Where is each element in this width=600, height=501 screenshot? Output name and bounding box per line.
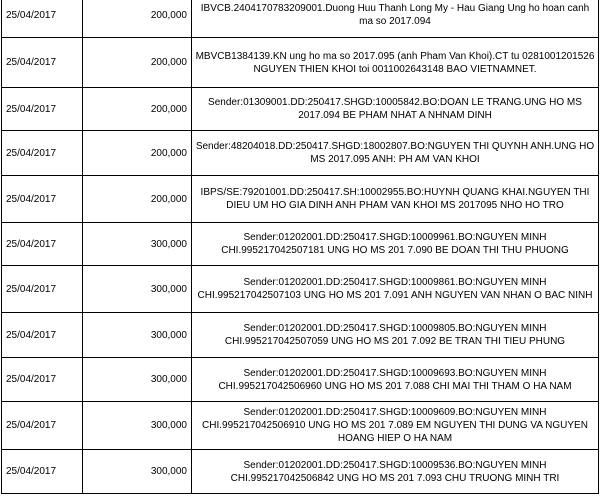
description-cell: Sender:48204018.DD:250417.SHGD:18002807.BO:NGUYEN THI QUYNH ANH.UNG HO MS 2017.095 ANH: PH AM VAN KHOI	[192, 131, 599, 176]
date-cell: 25/04/2017	[2, 266, 83, 313]
date-cell: 25/04/2017	[2, 176, 83, 223]
date-cell: 25/04/2017	[2, 358, 83, 402]
description-cell: IBVCB.2404170783209001.Duong Huu Thanh Long My - Hau Giang Ung ho hoan canh ma so 2017.094	[192, 0, 599, 38]
amount-cell: 300,000	[83, 358, 192, 402]
amount-cell: 300,000	[83, 313, 192, 358]
amount-cell: 200,000	[83, 88, 192, 131]
date-cell: 25/04/2017	[2, 131, 83, 176]
description-cell: Sender:01202001.DD:250417.SHGD:10009805.BO:NGUYEN MINH CHI.995217042507059 UNG HO MS 201 7.092 BE TRAN THI TIEU PHUNG	[192, 313, 599, 358]
table-row	[2, 358, 599, 402]
amount-cell: 300,000	[83, 402, 192, 450]
date-cell: 25/04/2017	[2, 38, 83, 88]
date-cell: 25/04/2017	[2, 0, 83, 38]
amount-cell: 300,000	[83, 223, 192, 266]
description-cell: Sender:01202001.DD:250417.SHGD:10009609.BO:NGUYEN MINH CHI.995217042506910 UNG HO MS 201 7.089 EM NGUYEN THI DUNG VA NGUYEN HOANG HIEP O HA NAM	[192, 402, 599, 450]
table-row	[2, 88, 599, 131]
table-row	[2, 402, 599, 450]
description-cell: Sender:01202001.DD:250417.SHGD:10009693.BO:NGUYEN MINH CHI.995217042506960 UNG HO MS 201 7.088 CHI MAI THI THAM O HA NAM	[192, 358, 599, 402]
date-cell: 25/04/2017	[2, 450, 83, 494]
description-cell: IBPS/SE:79201001.DD:250417.SH:10002955.BO:HUYNH QUANG KHAI.NGUYEN THI DIEU UM HO GIA DINH ANH PHAM VAN KHOI MS 2017095 NHO HO TRO	[192, 176, 599, 223]
description-cell: Sender:01202001.DD:250417.SHGD:10009536.BO:NGUYEN MINH CHI.995217042506842 UNG HO MS 201 7.093 CHU TRUONG MINH TRI	[192, 450, 599, 494]
date-cell: 25/04/2017	[2, 313, 83, 358]
table-row	[2, 176, 599, 223]
date-cell: 25/04/2017	[2, 88, 83, 131]
table-row	[2, 223, 599, 266]
description-cell: Sender:01202001.DD:250417.SHGD:10009961.BO:NGUYEN MINH CHI.995217042507181 UNG HO MS 201 7.090 BE DOAN THI THU PHUONG	[192, 223, 599, 266]
amount-cell: 300,000	[83, 266, 192, 313]
table-row	[2, 313, 599, 358]
amount-cell: 200,000	[83, 131, 192, 176]
table-row	[2, 38, 599, 88]
description-cell: Sender:01202001.DD:250417.SHGD:10009861.BO:NGUYEN MINH CHI.995217042507103 UNG HO MS 201 7.091 ANH NGUYEN VAN NHAN O BAC NINH	[192, 266, 599, 313]
amount-cell: 200,000	[83, 38, 192, 88]
amount-cell: 200,000	[83, 0, 192, 38]
table-row	[2, 131, 599, 176]
date-cell: 25/04/2017	[2, 402, 83, 450]
amount-cell: 200,000	[83, 176, 192, 223]
table-row	[2, 266, 599, 313]
amount-cell: 300,000	[83, 450, 192, 494]
transaction-table	[1, 0, 599, 494]
transaction-table-body	[2, 0, 599, 494]
date-cell: 25/04/2017	[2, 223, 83, 266]
description-cell: MBVCB1384139.KN ung ho ma so 2017.095 (anh Pham Van Khoi).CT tu 0281001201526 NGUYEN THIEN KHOI toi 0011002643148 BAO VIETNAMNET.	[192, 38, 599, 88]
table-row	[2, 450, 599, 494]
table-row	[2, 0, 599, 38]
description-cell: Sender:01309001.DD:250417.SHGD:10005842.BO:DOAN LE TRANG.UNG HO MS 2017.094 BE PHAM NHAT A NHNAM DINH	[192, 88, 599, 131]
